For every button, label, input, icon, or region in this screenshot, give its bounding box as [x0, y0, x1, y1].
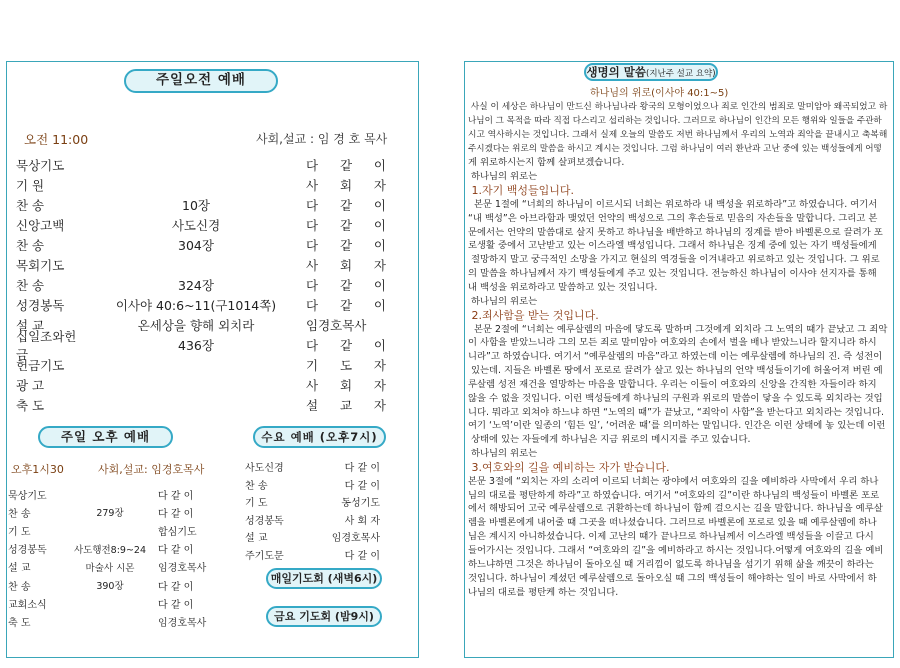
order-item-person: 다 같 이 [306, 198, 386, 213]
sermon-line: 있는데. 지들은 바벨론 땅에서 포로로 끌려가 살고 있는 하나님의 언약 백성들이기에 허울어져 버린 예 [468, 365, 883, 377]
service-order-row [16, 175, 386, 195]
order-item-person: 다 같 이 [344, 480, 380, 492]
order-item-detail: 436장 [178, 338, 214, 353]
sermon-line: 나님이 그 목적을 따라 직접 다스리고 섭리하는 것입니다. 그러므로 하나님이 인간의 모든 행위와 일들을 주관하 [468, 115, 882, 126]
order-item-person: 다 같 이 [158, 545, 194, 557]
order-item-detail: 304장 [178, 238, 214, 253]
service-order-row [16, 329, 386, 362]
order-item-person: 다 같 이 [306, 298, 386, 313]
order-item-detail: 이사야 40:6~11(구1014쪽) [115, 298, 277, 313]
service-order-row [8, 612, 223, 630]
sermon-line: 것입니다. 하나님이 계셨던 예루살렘으로 돌아오실 때 그의 백성들이 해야하는 일이 바로 사막에서 하 [468, 572, 877, 584]
order-item-name: 찬 송 [16, 278, 45, 293]
service-order-row [245, 458, 380, 476]
service-order-row [245, 546, 380, 564]
order-item-name: 찬 송 [16, 238, 45, 253]
service-order-row [16, 255, 386, 275]
service-order-row [16, 355, 386, 375]
order-item-person: 다 같 이 [344, 463, 380, 475]
order-item-person: 다 같 이 [158, 599, 194, 611]
service-order-row [8, 576, 223, 594]
order-item-person: 사 회 자 [344, 515, 380, 527]
service-order-row [16, 215, 386, 235]
sermon-line: 루살렘 성전 재건을 열망하는 마음을 말합니다. 우리는 이들이 여호와의 신앙을 간직한 자들이라 하지 [468, 378, 877, 390]
sermon-line: 내 백성을 위로하라고 말씀하고 있는 것입니다. [468, 281, 658, 293]
order-item-name: 기 도 [245, 498, 268, 510]
order-item-name: 사도신경 [245, 463, 284, 475]
order-item-name: 교회소식 [8, 599, 47, 611]
order-item-name: 묵상기도 [16, 158, 65, 173]
order-item-detail: 사도신경 [171, 218, 221, 233]
order-item-detail: 10장 [182, 198, 210, 213]
sermon-line: 하느냐하면 그것은 하나님이 돌아오실 때 거리낌이 없도록 하나님을 섬기기 위해 삶을 깨끗이 하라는 [468, 558, 874, 570]
service-order-row [8, 521, 223, 539]
order-item-person: 사 회 자 [306, 378, 386, 393]
sermon-line: 절망하지 말고 궁극적인 소망을 가지고 현실의 역경들을 이겨내라고 위로하고 있는 것입니다. 그 위로 [468, 254, 880, 266]
service-order-row [245, 476, 380, 494]
order-item-person: 다 같 이 [306, 238, 386, 253]
order-item-person: 다 같 이 [306, 278, 386, 293]
order-item-person: 다 같 이 [306, 218, 386, 233]
order-item-name: 기 원 [16, 178, 45, 193]
sermon-line: 본문 1절에 “너희의 하나님이 이르시되 너희는 위로하라 내 백성을 위로하라”고 하였습니다. 여기서 [468, 198, 878, 210]
morning-service-leader: 사회,설교 : 임 경 호 목사 [256, 132, 388, 146]
sermon-line: 의 말씀을 하나님께서 자기 백성들에게 주고 있는 것입니다. 전능하신 하나님이 이사야 선지자를 통해 [468, 268, 877, 280]
order-item-name: 성경봉독 [245, 515, 284, 527]
order-item-name: 찬 송 [8, 508, 31, 520]
order-item-name: 목회기도 [16, 258, 65, 273]
service-order-row [245, 528, 380, 546]
sermon-line: 님의 대로를 평탄하게 하라”고 하였습니다. 여기서 “여호와의 길”이란 하나님의 백성들이 바벨론 포로 [468, 489, 880, 501]
sermon-line: 니라”고 하였습니다. 여기서 “예루살렘의 마음”라고 하였는데 이는 예루살렘에 하나님의 진. 즉 성전이 [468, 351, 883, 363]
sermon-line: 문에서는 언약의 말씀대로 살지 못하고 하나님을 배반하고 하나님의 징계를 받아 바벨론으로 끌려가 포 [468, 226, 883, 238]
afternoon-service-leader: 사회,설교: 임경호목사 [98, 463, 205, 476]
order-item-detail: 390장 [96, 581, 124, 593]
order-item-name: 신앙고백 [16, 218, 65, 233]
service-order-row [8, 485, 223, 503]
sermon-heading: 3.여호와의 길을 예비하는 자가 받습니다. [468, 460, 670, 474]
sermon-title-note: (지난주 설교 요약) [646, 69, 716, 79]
wednesday-service-order [245, 458, 380, 563]
sermon-line: 여기 ‘노역’이란 일종의 ‘힘든 일’, ‘어려운 때’를 의미하는 말입니다. 인간은 이런 상태에 놓 있는데 이런 [468, 420, 886, 432]
order-item-person: 다 같 이 [306, 338, 386, 353]
sermon-line: 님은 계시지 아니하셨습니다. 이제 고난의 때가 끝나므로 하나님께서 이스라엘 백성들을 이끌고 다시 [468, 531, 874, 543]
order-item-name: 축 도 [16, 398, 45, 413]
order-item-person: 임경호목사 [306, 318, 367, 333]
order-item-detail: 온세상을 향해 외치라 [137, 318, 255, 333]
service-order-row [8, 558, 223, 576]
order-item-person: 다 같 이 [158, 508, 194, 520]
order-item-name: 설 교 [16, 318, 45, 333]
wednesday-service-title: 수요 예배 (오후7시) [253, 426, 386, 448]
sermon-title [584, 63, 718, 81]
order-item-name: 찬 송 [245, 480, 268, 492]
order-item-person: 합심기도 [158, 526, 197, 538]
sermon-line: 로생활 중에서 고난받고 있는 이스라엘 백성입니다. 그래서 하나님은 징계 중에 있는 자기 백성들에게 [468, 240, 877, 252]
order-item-name: 설 교 [245, 533, 268, 545]
sermon-subtitle: 하나님의 위로(이사야 40:1~5) [590, 88, 729, 99]
daily-prayer-title: 매일기도회 (새벽6시) [266, 568, 382, 589]
order-item-name: 광 고 [16, 378, 45, 393]
order-item-person: 다 같 이 [344, 550, 380, 562]
sermon-heading: 1.자기 백성들입니다. [468, 184, 574, 198]
order-item-name: 묵상기도 [8, 490, 47, 502]
service-order-row [8, 594, 223, 612]
morning-service-title: 주일오전 예배 [124, 69, 278, 93]
service-order-row [16, 295, 386, 315]
friday-prayer-title: 금요 기도회 (밤9시) [266, 606, 382, 627]
order-item-name: 찬 송 [8, 581, 31, 593]
afternoon-service-title: 주일 오후 예배 [38, 426, 173, 448]
sermon-line: 게 위로하시는지 함께 살펴보겠습니다. [468, 157, 625, 169]
sermon-title-main: 생명의 말씀 [586, 65, 647, 79]
order-item-name: 성경봉독 [16, 298, 65, 313]
order-item-name: 기 도 [8, 526, 31, 538]
order-item-detail: 279장 [96, 508, 124, 520]
service-order-row [16, 395, 386, 415]
sermon-body [468, 101, 888, 599]
service-order-row [245, 511, 380, 529]
sermon-line: 상태에 있는 자들에게 하나님은 지금 위로의 메시지를 주고 있습니다. [468, 434, 751, 446]
sermon-line: 않을 수 없을 것입니다. 이런 백성들에게 하나님의 구원과 위로의 말씀이 닿을 수 있도록 외치라는 것입 [468, 392, 883, 404]
order-item-person: 다 같 이 [158, 490, 194, 502]
morning-service-order [16, 155, 386, 415]
afternoon-service-time: 오후1시30 [11, 463, 64, 476]
sermon-line: 나님의 대로를 평탄케 하는 것입니다. [468, 586, 619, 598]
sermon-line: “내 백성”은 아브라함과 맺었던 언약의 백성으로 그의 후손들로 믿음의 자손들을 말합니다. 그리고 본 [468, 212, 878, 224]
sermon-line: 하나님의 위로는 [468, 171, 538, 183]
sermon-line: 이 사함을 받았느니라 그의 모든 죄로 말미암아 여호와의 손에서 벌을 배나 받았느니라 할지니라 하시 [468, 337, 877, 349]
service-order-row [245, 493, 380, 511]
order-item-person: 다 같 이 [306, 158, 386, 173]
order-item-name: 주기도문 [245, 550, 284, 562]
sermon-line: 본문 2절에 “너희는 예루살렘의 마음에 닿도록 말하며 그것에게 외치라 그 노역의 때가 끝났고 그 죄악 [468, 323, 888, 335]
morning-service-time: 오전 11:00 [24, 132, 89, 147]
order-item-person: 임경호목사 [158, 617, 207, 629]
order-item-detail: 사도행전8:9~24 [73, 544, 147, 556]
order-item-person: 임경호목사 [331, 533, 380, 545]
order-item-person: 사 회 자 [306, 178, 386, 193]
order-item-name: 찬 송 [16, 198, 45, 213]
sermon-line: 니다. 뭐라고 외쳐야 하느냐 하면 “노역의 때”가 끝났고, “죄악이 사함”을 받는다고 외치라는 것입니다. [468, 406, 884, 418]
service-order-row [16, 195, 386, 215]
order-item-person: 사 회 자 [306, 258, 386, 273]
sermon-line: 렘을 바벨론에게 내어줄 때 그곳을 떠나셨습니다. 그러므로 바벨론에 포로로 있을 때 예루살렘에 하나 [468, 517, 877, 529]
service-order-row [16, 275, 386, 295]
sermon-line: 하나님의 위로는 [468, 295, 538, 307]
sermon-line: 시고 역사하시는 것입니다. 그래서 실제 오늘의 말씀도 저번 하나님께서 우리의 노역과 죄악을 끝내시고 축복해 [468, 129, 888, 140]
order-item-detail: 마술사 시몬 [85, 562, 135, 574]
order-item-person: 다 같 이 [158, 581, 194, 593]
order-item-name: 십일조와헌금 [16, 329, 77, 362]
sermon-line: 주시겠다는 위로의 말씀을 하시고 계시는 것입니다. 그럼 하나님이 여러 환난과 고난 중에 있는 백성들에게 어떻 [468, 143, 882, 154]
service-order-row [16, 375, 386, 395]
order-item-name: 축 도 [8, 617, 31, 629]
order-item-person: 동성기도 [341, 498, 380, 510]
service-order-row [8, 540, 223, 558]
sermon-heading: 2.죄사함을 받는 것입니다. [468, 308, 599, 322]
order-item-person: 임경호목사 [158, 563, 207, 575]
service-order-row [8, 503, 223, 521]
order-item-name: 설 교 [8, 563, 31, 575]
sermon-line: 본문 3절에 “외치는 자의 소리여 이르되 너희는 광야에서 여호와의 길을 예비하라 사막에서 우리 하나 [468, 475, 879, 487]
afternoon-service-order [8, 485, 223, 631]
order-item-name: 헌금기도 [16, 358, 65, 373]
sermon-line: 하나님의 위로는 [468, 448, 538, 460]
order-item-person: 설 교 자 [306, 398, 386, 413]
sermon-line: 들어가시는 것입니다. 그래서 “여호와의 길”을 예비하라고 하시는 것입니다.어떻게 여호와의 길을 예비 [468, 545, 884, 556]
service-order-row [16, 235, 386, 255]
sermon-line: 사실 이 세상은 하나님이 만드신 하나님나라 왕국의 모형이었으나 죄로 인간의 범죄로 말미암아 왜곡되었고 하 [468, 102, 888, 112]
order-item-person: 기 도 자 [306, 358, 386, 373]
order-item-name: 성경봉독 [8, 545, 47, 557]
order-item-detail: 324장 [178, 278, 214, 293]
sermon-line: 에서 해방되어 고국 예루살렘으로 귀환하는데 하나님이 함께 걸으시는 길을 말합니다. 하나님을 예루살 [468, 503, 883, 515]
service-order-row [16, 155, 386, 175]
